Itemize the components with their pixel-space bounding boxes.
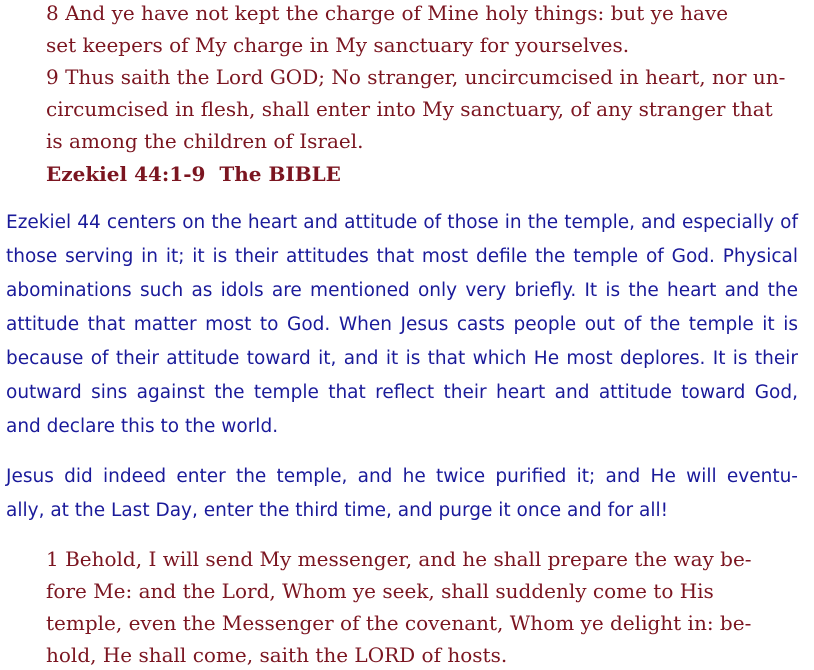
scripture-line: circumcised in flesh, shall enter into My sanctuary, of any stranger that	[46, 97, 773, 121]
scripture-line: 8 And ye have not kept the charge of Mine holy things: but ye have	[46, 1, 729, 25]
scripture-line: 1 Behold, I will send My messenger, and he shall prepare the way be-	[46, 547, 752, 571]
scripture-line: temple, even the Messenger of the covenant, Whom ye delight in: be-	[46, 611, 752, 635]
paragraph-line: those serving in it; it is their attitudes that most defile the temple of God. Physical	[6, 246, 798, 267]
scripture-line: set keepers of My charge in My sanctuary for yourselves.	[46, 33, 630, 57]
paragraph-line: because of their attitude toward it, and it is that which He most deplores. It is their	[6, 348, 798, 369]
paragraph-line: ally, at the Last Day, enter the third time, and purge it once and for all!	[6, 500, 669, 521]
scripture-line: hold, He shall come, saith the LORD of hosts.	[46, 643, 508, 667]
scripture-line: is among the children of Israel.	[46, 129, 364, 153]
paragraph-line: attitude that matter most to God. When Jesus casts people out of the temple it is	[6, 314, 798, 335]
paragraph-line: outward sins against the temple that reflect their heart and attitude toward God,	[6, 382, 798, 403]
paragraph-line: Ezekiel 44 centers on the heart and attitude of those in the temple, and especially of	[6, 212, 798, 233]
scripture-citation: Ezekiel 44:1-9 The BIBLE	[46, 162, 341, 186]
paragraph-line: and declare this to the world.	[6, 416, 279, 437]
paragraph-line: Jesus did indeed enter the temple, and he twice purified it; and He will eventu-	[6, 466, 798, 487]
scripture-line: fore Me: and the Lord, Whom ye seek, shall suddenly come to His	[46, 579, 714, 603]
paragraph-line: abominations such as idols are mentioned only very briefly. It is the heart and the	[6, 280, 798, 301]
scripture-line: 9 Thus saith the Lord GOD; No stranger, uncircumcised in heart, nor un-	[46, 65, 786, 89]
